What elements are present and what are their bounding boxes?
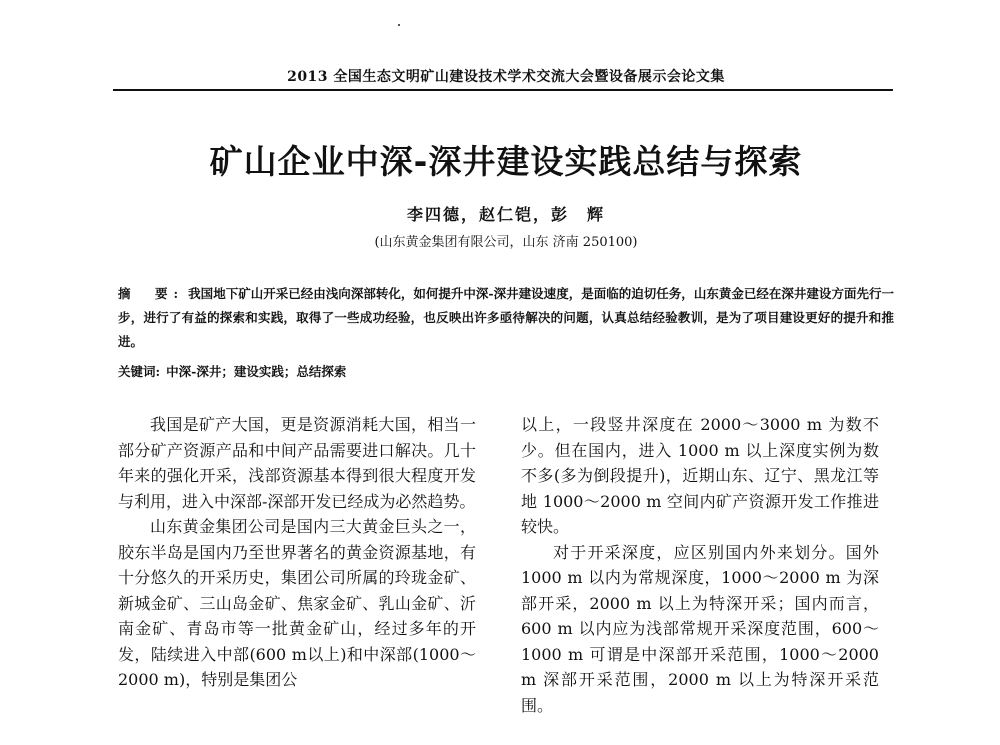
body-paragraph: 我国是矿产大国，更是资源消耗大国，相当一部分矿产资源产品和中间产品需要进口解决。几十年来的强化开采，浅部资源基本得到很大程度开发与利用，进入中深部-深部开发已经成为必然趋势。	[118, 415, 476, 511]
affiliation: (山东黄金集团有限公司，山东 济南 250100)	[374, 235, 638, 250]
body-column-left	[118, 412, 476, 693]
body-column-right	[521, 412, 879, 718]
paper-title: 矿山企业中深-深井建设实践总结与探索	[209, 142, 803, 181]
body-paragraph: 对于开采深度，应区别国内外来划分。国外 1000 m 以内为常规深度，1000～2000 m 为深部开采，2000 m 以上为特深开采；国内而言，600 m 以内应为浅部常规开采深度范围，600～1000 m 可谓是中深部开采范围，1000～2000 m 深部开采范围，2000 m 以上为特深开采范围。	[521, 542, 879, 715]
body-paragraph: 以上，一段竖井深度在 2000～3000 m 为数不少。但在国内，进入 1000 m 以上深度实例为数不多(多为倒段提升)，近期山东、辽宁、黑龙江等地 1000～2000 m 空间内矿产资源开发工作推进较快。	[521, 415, 879, 536]
authors: 李四德，赵仁铠，彭 辉	[406, 205, 605, 224]
keywords-label: 关键词:	[118, 364, 161, 379]
abstract	[118, 282, 894, 354]
header-rule	[113, 89, 893, 91]
abstract-text: 我国地下矿山开采已经由浅向深部转化，如何提升中深-深井建设速度，是面临的迫切任务，山东黄金已经在深井建设方面先行一步，进行了有益的探索和实践，取得了一些成功经验，也反映出许多亟待解决的问题，认真总结经验教训，是为了项目建设更好的提升和推进。	[118, 286, 894, 349]
abstract-label: 摘 要:	[118, 286, 185, 301]
keywords	[118, 362, 894, 380]
scan-speck	[398, 24, 400, 26]
keywords-text: 中深-深井；建设实践；总结探索	[166, 364, 347, 379]
running-header: 2013 全国生态文明矿山建设技术学术交流大会暨设备展示会论文集	[287, 69, 725, 85]
body-paragraph: 山东黄金集团公司是国内三大黄金巨头之一，胶东半岛是国内乃至世界著名的黄金资源基地，有十分悠久的开采历史，集团公司所属的玲珑金矿、新城金矿、三山岛金矿、焦家金矿、乳山金矿、沂南金矿、青岛市等一批黄金矿山，经过多年的开发，陆续进入中部(600 m以上)和中深部(1000～2000 m)，特别是集团公	[118, 517, 476, 689]
